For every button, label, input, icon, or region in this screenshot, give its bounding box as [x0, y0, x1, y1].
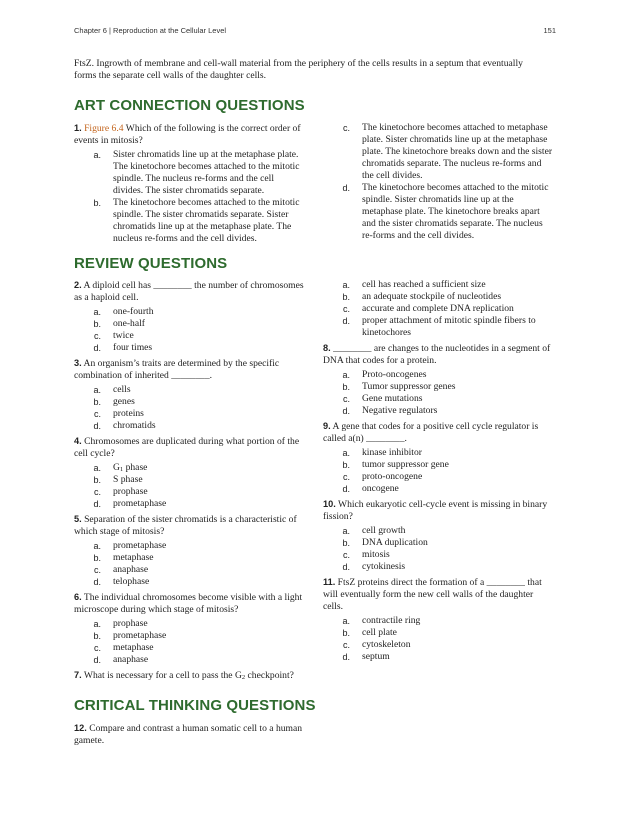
question-text: An organism’s traits are determined by the specific combination of inherited ________. [74, 358, 280, 381]
option-letter: a. [342, 616, 350, 626]
answer-options [323, 525, 555, 573]
option-letter: b. [93, 397, 101, 407]
answer-option [323, 561, 555, 573]
option-letter: c. [93, 331, 101, 341]
answer-option [74, 342, 306, 354]
option-text: DNA duplication [362, 537, 428, 548]
option-letter: d. [342, 316, 350, 326]
question-text: ________ are changes to the nucleotides in a segment of DNA that codes for a protein. [323, 343, 551, 366]
answer-option [323, 369, 555, 381]
option-text: The kinetochore becomes attached to the mitotic spindle. The sister chromatids separate. Sister chromatids line up at the metaphase plate. The nucleus re-forms and the cell divides. [113, 197, 300, 244]
answer-option [323, 122, 555, 182]
section-title-review: REVIEW QUESTIONS [74, 255, 228, 272]
answer-option [323, 627, 555, 639]
answer-options [74, 462, 306, 510]
answer-option [74, 330, 306, 342]
option-letter: d. [93, 421, 101, 431]
option-letter: c. [93, 409, 101, 419]
option-text: one-half [113, 318, 145, 329]
question-11 [323, 576, 555, 613]
option-letter: a. [342, 526, 350, 536]
answer-option [323, 279, 555, 291]
option-text: $G_1$ phase [113, 462, 148, 473]
option-text: four times [113, 342, 153, 353]
option-letter: a. [342, 280, 350, 290]
option-letter: a. [93, 541, 101, 551]
option-text: twice [113, 330, 134, 341]
question-8 [323, 342, 555, 367]
option-text: prophase [113, 618, 148, 629]
answer-option [323, 182, 555, 242]
option-text: Proto-oncogenes [362, 369, 427, 380]
option-text: proto-oncogene [362, 471, 423, 482]
answer-option [74, 576, 306, 588]
answer-option [323, 405, 555, 417]
option-letter: d. [93, 655, 101, 665]
option-letter: b. [342, 538, 350, 548]
option-letter: a. [93, 463, 101, 473]
answer-option [323, 525, 555, 537]
section-title-critical-thinking: CRITICAL THINKING QUESTIONS [74, 697, 316, 714]
option-text: metaphase [113, 552, 154, 563]
option-text: Gene mutations [362, 393, 423, 404]
option-text: prometaphase [113, 498, 167, 509]
option-text: cytokinesis [362, 561, 406, 572]
answer-option [74, 474, 306, 486]
answer-option [74, 197, 306, 245]
option-letter: a. [342, 448, 350, 458]
option-letter: c. [342, 640, 350, 650]
option-text: prophase [113, 486, 148, 497]
answer-option [74, 306, 306, 318]
option-text: septum [362, 651, 390, 662]
option-text: proteins [113, 408, 144, 419]
option-letter: c. [93, 487, 101, 497]
option-text: telophase [113, 576, 150, 587]
question-text: Chromosomes are duplicated during what portion of the cell cycle? [74, 436, 300, 459]
question-text: Which eukaryotic cell-cycle event is missing in binary fission? [323, 499, 548, 522]
question-3 [74, 357, 306, 382]
intro-paragraph: FtsZ. Ingrowth of membrane and cell-wall material from the periphery of the cells results in a septum that eventually forms the separate cell walls of the daughter cells. [74, 58, 523, 81]
option-text: cell growth [362, 525, 406, 536]
section-title-art-connection: ART CONNECTION QUESTIONS [74, 97, 305, 114]
option-letter: b. [93, 631, 101, 641]
answer-option [74, 318, 306, 330]
answer-option [323, 549, 555, 561]
option-letter: c. [93, 565, 101, 575]
answer-option [323, 651, 555, 663]
answer-option [74, 630, 306, 642]
answer-option [323, 393, 555, 405]
answer-option [74, 540, 306, 552]
option-letter: c. [342, 394, 350, 404]
answer-option [74, 149, 306, 197]
answer-option [323, 483, 555, 495]
figure-link[interactable]: Figure 6.4 [84, 123, 124, 134]
option-letter: d. [93, 343, 101, 353]
answer-option [74, 384, 306, 396]
question-number: 4. [74, 436, 82, 446]
question-7 [74, 669, 306, 682]
option-letter: b. [93, 198, 101, 208]
answer-options [323, 369, 555, 417]
answer-option [74, 486, 306, 498]
question-4 [74, 435, 306, 460]
answer-options [74, 384, 306, 432]
question-1 [74, 122, 306, 147]
option-letter: c. [342, 123, 350, 133]
option-text: Tumor suppressor genes [362, 381, 456, 392]
answer-option [74, 552, 306, 564]
answer-option [323, 459, 555, 471]
page-number: 151 [543, 26, 556, 35]
answer-option [74, 642, 306, 654]
option-letter: b. [342, 460, 350, 470]
option-text: cells [113, 384, 131, 395]
option-letter: c. [342, 550, 350, 560]
question-number: 7. [74, 670, 82, 680]
option-text: contractile ring [362, 615, 421, 626]
option-text: The kinetochore becomes attached to the mitotic spindle. Sister chromatids line up at the metaphase plate. The kinetochore breaks apart and the sister chromatids separate. The nucleus re-forms and the cell divides. [362, 182, 549, 241]
question-text: A diploid cell has ________ the number of chromosomes as a haploid cell. [74, 280, 304, 303]
option-text: an adequate stockpile of nucleotides [362, 291, 502, 302]
answer-option [323, 537, 555, 549]
option-letter: b. [93, 319, 101, 329]
answer-option [74, 420, 306, 432]
option-letter: c. [342, 304, 350, 314]
review-left-column [74, 279, 306, 684]
question-number: 3. [74, 358, 82, 368]
option-text: prometaphase [113, 630, 167, 641]
option-letter: d. [342, 484, 350, 494]
question-number: 9. [323, 421, 331, 431]
option-letter: c. [93, 643, 101, 653]
answer-options [323, 122, 555, 242]
question-number: 8. [323, 343, 331, 353]
option-text: cell has reached a sufficient size [362, 279, 486, 290]
option-text: one-fourth [113, 306, 154, 317]
option-text: kinase inhibitor [362, 447, 422, 458]
art-connection-left-column [74, 122, 306, 248]
option-text: S phase [113, 474, 143, 485]
question-5 [74, 513, 306, 538]
critical-thinking-column [74, 722, 306, 749]
question-text: A gene that codes for a positive cell cycle regulator is called a(n) ________. [323, 421, 539, 444]
option-text: cell plate [362, 627, 397, 638]
option-letter: d. [342, 562, 350, 572]
question-6 [74, 591, 306, 616]
option-letter: b. [342, 382, 350, 392]
answer-option [74, 564, 306, 576]
answer-option [74, 408, 306, 420]
answer-option [323, 615, 555, 627]
option-letter: c. [342, 472, 350, 482]
question-10 [323, 498, 555, 523]
answer-options [74, 618, 306, 666]
option-letter: d. [342, 652, 350, 662]
answer-option [74, 654, 306, 666]
answer-options [323, 447, 555, 495]
question-number: 11. [323, 577, 336, 587]
option-letter: a. [93, 385, 101, 395]
option-text: metaphase [113, 642, 154, 653]
option-text: prometaphase [113, 540, 167, 551]
question-number: 5. [74, 514, 82, 524]
question-text: The individual chromosomes become visible with a light microscope during which stage of mitosis? [74, 592, 303, 615]
option-letter: d. [342, 183, 350, 193]
option-letter: d. [342, 406, 350, 416]
answer-options [74, 306, 306, 354]
question-9 [323, 420, 555, 445]
answer-options [323, 279, 555, 339]
question-text: FtsZ proteins direct the formation of a ________ that will eventually form the new cell walls of the daughter cells. [323, 577, 542, 612]
answer-option [323, 315, 555, 339]
answer-option [323, 471, 555, 483]
option-text: chromatids [113, 420, 156, 431]
option-text: anaphase [113, 654, 149, 665]
option-text: genes [113, 396, 135, 407]
question-number: 1. [74, 123, 82, 133]
option-letter: b. [342, 292, 350, 302]
answer-options [74, 149, 306, 245]
answer-option [323, 291, 555, 303]
option-text: Sister chromatids line up at the metaphase plate. The kinetochore becomes attached to the mitotic spindle. The nucleus re-forms and the cell divides. The sister chromatids separate. [113, 149, 300, 196]
art-connection-right-column [323, 122, 555, 245]
option-text: accurate and complete DNA replication [362, 303, 514, 314]
option-letter: b. [342, 628, 350, 638]
answer-option [74, 498, 306, 510]
question-12 [74, 722, 306, 747]
question-text: Which of the following is the correct order of events in mitosis? [74, 123, 301, 146]
option-letter: b. [93, 553, 101, 563]
question-text: Separation of the sister chromatids is a characteristic of which stage of mitosis? [74, 514, 297, 537]
answer-option [323, 381, 555, 393]
answer-option [323, 447, 555, 459]
question-2 [74, 279, 306, 304]
option-letter: a. [342, 370, 350, 380]
answer-options [74, 540, 306, 588]
question-text: What is necessary for a cell to pass the $G_2$ checkpoint? [83, 670, 294, 681]
option-letter: b. [93, 475, 101, 485]
running-header: Chapter 6 | Reproduction at the Cellular Level [74, 26, 227, 35]
option-text: cytoskeleton [362, 639, 411, 650]
option-text: proper attachment of mitotic spindle fibers to kinetochores [362, 315, 536, 338]
option-text: Negative regulators [362, 405, 438, 416]
question-number: 10. [323, 499, 336, 509]
option-text: tumor suppressor gene [362, 459, 449, 470]
option-letter: a. [93, 619, 101, 629]
answer-option [323, 303, 555, 315]
question-text: Compare and contrast a human somatic cell to a human gamete. [74, 723, 303, 746]
answer-option [74, 462, 306, 474]
option-text: anaphase [113, 564, 149, 575]
question-number: 2. [74, 280, 82, 290]
option-letter: d. [93, 499, 101, 509]
option-letter: d. [93, 577, 101, 587]
question-number: 6. [74, 592, 82, 602]
option-text: mitosis [362, 549, 390, 560]
answer-option [74, 618, 306, 630]
review-right-column [323, 279, 555, 666]
answer-option [323, 639, 555, 651]
question-number: 12. [74, 723, 87, 733]
option-text: oncogene [362, 483, 399, 494]
answer-options [323, 615, 555, 663]
option-letter: a. [93, 307, 101, 317]
answer-option [74, 396, 306, 408]
option-letter: a. [93, 150, 101, 160]
option-text: The kinetochore becomes attached to metaphase plate. Sister chromatids line up at the metaphase plate. The kinetochore breaks down and the sister chromatids separate. The nucleus re-forms and the cell divides. [362, 122, 553, 181]
